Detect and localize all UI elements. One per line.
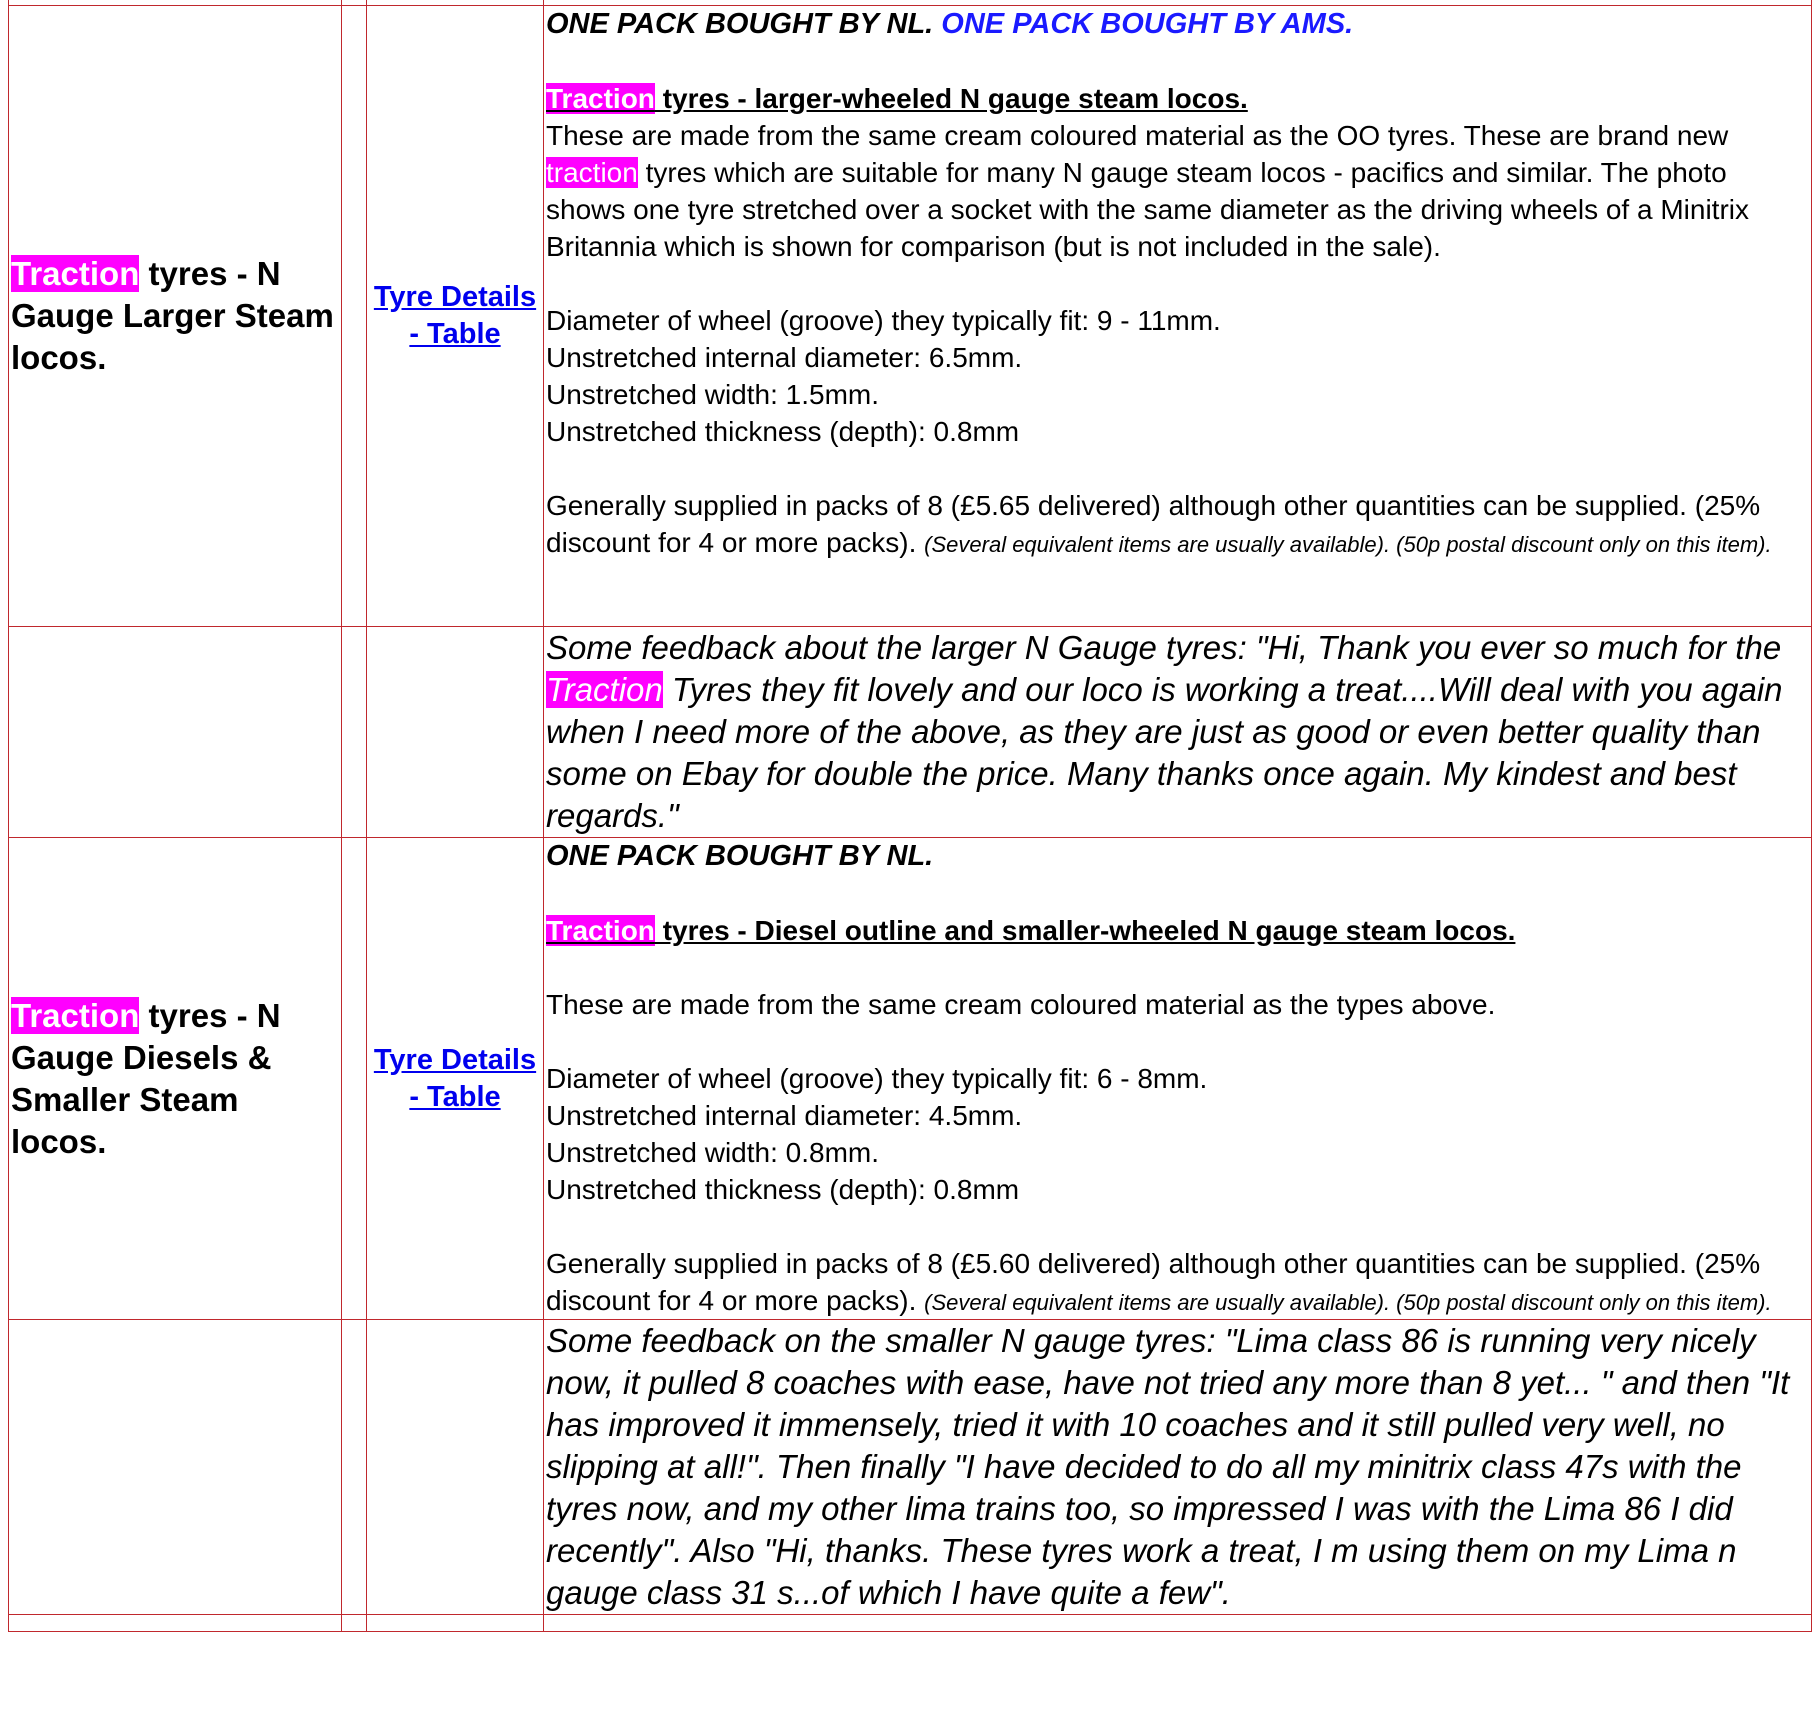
spec-internal-diameter: Unstretched internal diameter: 4.5mm. (546, 1100, 1023, 1131)
table-row (9, 838, 1812, 1320)
product-title: Traction tyres - N Gauge Larger Steam locos. (11, 255, 334, 376)
link-cell (367, 838, 544, 1320)
product-name-cell (9, 838, 342, 1320)
spec-thickness: Unstretched thickness (depth): 0.8mm (546, 1174, 1020, 1205)
feedback-cell (544, 1320, 1812, 1615)
customer-feedback: Some feedback about the larger N Gauge tyres: "Hi, Thank you ever so much for the Traction Tyres they fit lovely and our loco is working a treat....Will deal with you again when I need more of the above, as they are just as good or even better quality than some on Ebay for double the price. Many thanks once again. My kindest and best regards." (546, 629, 1783, 834)
products-table (8, 0, 1812, 1632)
traction-highlight: Traction (11, 255, 140, 292)
product-name-cell (9, 6, 342, 627)
spec-thickness: Unstretched thickness (depth): 0.8mm (546, 416, 1020, 447)
feedback-cell (544, 627, 1812, 838)
purchase-note: ONE PACK BOUGHT BY NL. (546, 840, 934, 872)
description-text: These are made from the same cream coloured material as the OO tyres. These are brand new traction tyres which are suitable for many N gauge steam locos - pacifics and similar. The photo shows one tyre stretched over a socket with the same diameter as the driving wheels of a Minitrix Britannia which is shown for comparison (but is not included in the sale). (546, 120, 1749, 262)
supply-info: Generally supplied in packs of 8 (£5.65 delivered) although other quantities can be supplied. (25% discount for 4 or more packs). (Several equivalent items are usually available). (50p postal discount only on this item). (546, 490, 1772, 558)
customer-feedback: Some feedback on the smaller N gauge tyres: "Lima class 86 is running very nicely now, it pulled 8 coaches with ease, have not tried any more than 8 yet... " and then "It has improved it immensely, tried it with 10 coaches and it still pulled very well, no slipping at all!". Then finally "I have decided to do all my minitrix class 47s with the tyres now, and my other lima trains too, so impressed I was with the Lima 86 I did recently". Also "Hi, thanks. These tyres work a treat, I m using them on my Lima n gauge class 31 s...of which I have quite a few". (546, 1322, 1790, 1611)
description-text: These are made from the same cream coloured material as the types above. (546, 989, 1496, 1020)
supply-info: Generally supplied in packs of 8 (£5.60 delivered) although other quantities can be supplied. (25% discount for 4 or more packs). (Several equivalent items are usually available). (50p postal discount only on this item). (546, 1248, 1772, 1316)
table-row (9, 6, 1812, 627)
purchase-note: ONE PACK BOUGHT BY NL. ONE PACK BOUGHT BY AMS. (546, 8, 1354, 40)
link-cell (367, 6, 544, 627)
spec-diameter: Diameter of wheel (groove) they typically fit: 6 - 8mm. (546, 1063, 1208, 1094)
product-title: Traction tyres - N Gauge Diesels & Smaller Steam locos. (11, 996, 281, 1160)
spec-diameter: Diameter of wheel (groove) they typically fit: 9 - 11mm. (546, 305, 1221, 336)
spec-internal-diameter: Unstretched internal diameter: 6.5mm. (546, 342, 1023, 373)
tyre-details-table-link[interactable]: Tyre Details - Table (373, 1043, 537, 1113)
spec-width: Unstretched width: 0.8mm. (546, 1137, 880, 1168)
section-heading: Traction tyres - larger-wheeled N gauge steam locos. (546, 83, 1248, 114)
description-cell (544, 838, 1812, 1320)
table-row (9, 1320, 1812, 1615)
spec-width: Unstretched width: 1.5mm. (546, 379, 880, 410)
description-cell (544, 6, 1812, 627)
traction-highlight: Traction (11, 996, 140, 1034)
table-row (9, 1615, 1812, 1632)
tyre-details-table-link[interactable]: Tyre Details - Table (373, 281, 537, 350)
section-heading: Traction tyres - Diesel outline and smaller-wheeled N gauge steam locos. (546, 915, 1516, 946)
table-row (9, 627, 1812, 838)
